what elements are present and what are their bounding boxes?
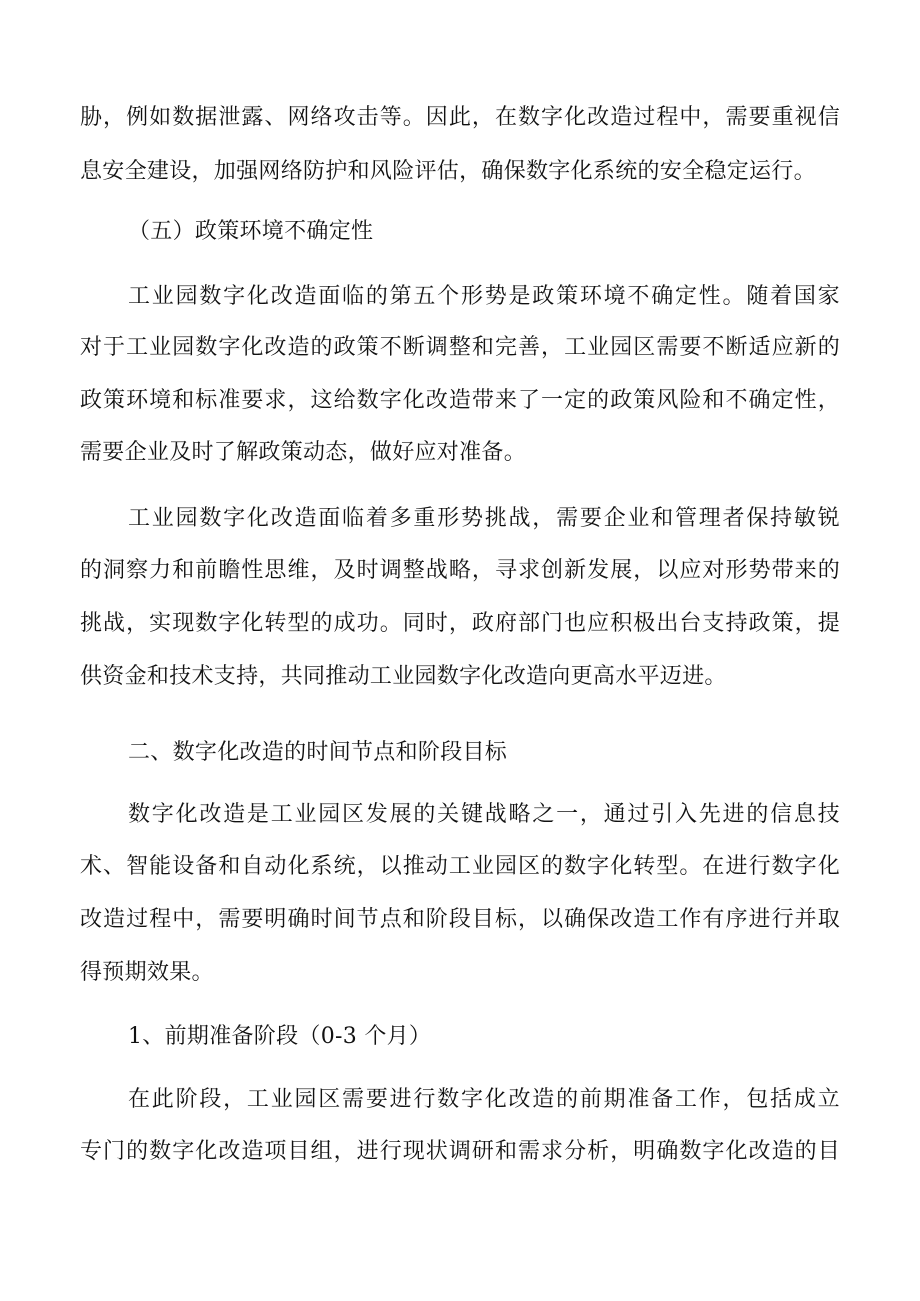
body-text-line: 得预期效果。 [80, 960, 214, 985]
subsection-heading: 1、前期准备阶段（0-3 个月） [128, 1024, 432, 1049]
body-text-line: 在此阶段，工业园区需要进行数字化改造的前期准备工作，包括成立 [128, 1087, 840, 1112]
body-text-line: 数字化改造是工业园区发展的关键战略之一，通过引入先进的信息技 [128, 802, 840, 827]
body-text-line: 术、智能设备和自动化系统，以推动工业园区的数字化转型。在进行数字化 [80, 854, 840, 879]
body-text-line: 息安全建设，加强网络防护和风险评估，确保数字化系统的安全稳定运行。 [80, 159, 816, 184]
body-text-line: 改造过程中，需要明确时间节点和阶段目标，以确保改造工作有序进行并取 [80, 907, 840, 932]
body-text-line: 对于工业园数字化改造的政策不断调整和完善，工业园区需要不断适应新的 [80, 335, 840, 360]
section-heading: （五）政策环境不确定性 [128, 219, 374, 244]
chapter-heading: 二、数字化改造的时间节点和阶段目标 [128, 740, 508, 765]
body-text-line: 的洞察力和前瞻性思维，及时调整战略，寻求创新发展，以应对形势带来的 [80, 558, 840, 583]
body-text-line: 需要企业及时了解政策动态，做好应对准备。 [80, 440, 527, 465]
body-text-line: 专门的数字化改造项目组，进行现状调研和需求分析，明确数字化改造的目 [80, 1139, 840, 1164]
body-text-line: 政策环境和标准要求，这给数字化改造带来了一定的政策风险和不确定性， [80, 388, 840, 413]
body-text-line: 挑战，实现数字化转型的成功。同时，政府部门也应积极出台支持政策，提 [80, 611, 840, 636]
body-text-line: 工业园数字化改造面临的第五个形势是政策环境不确定性。随着国家 [128, 284, 840, 309]
body-text-line: 供资金和技术支持，共同推动工业园数字化改造向更高水平迈进。 [80, 664, 727, 689]
body-text-line: 工业园数字化改造面临着多重形势挑战，需要企业和管理者保持敏锐 [128, 506, 840, 531]
body-text-line: 胁，例如数据泄露、网络攻击等。因此，在数字化改造过程中，需要重视信 [80, 105, 840, 130]
